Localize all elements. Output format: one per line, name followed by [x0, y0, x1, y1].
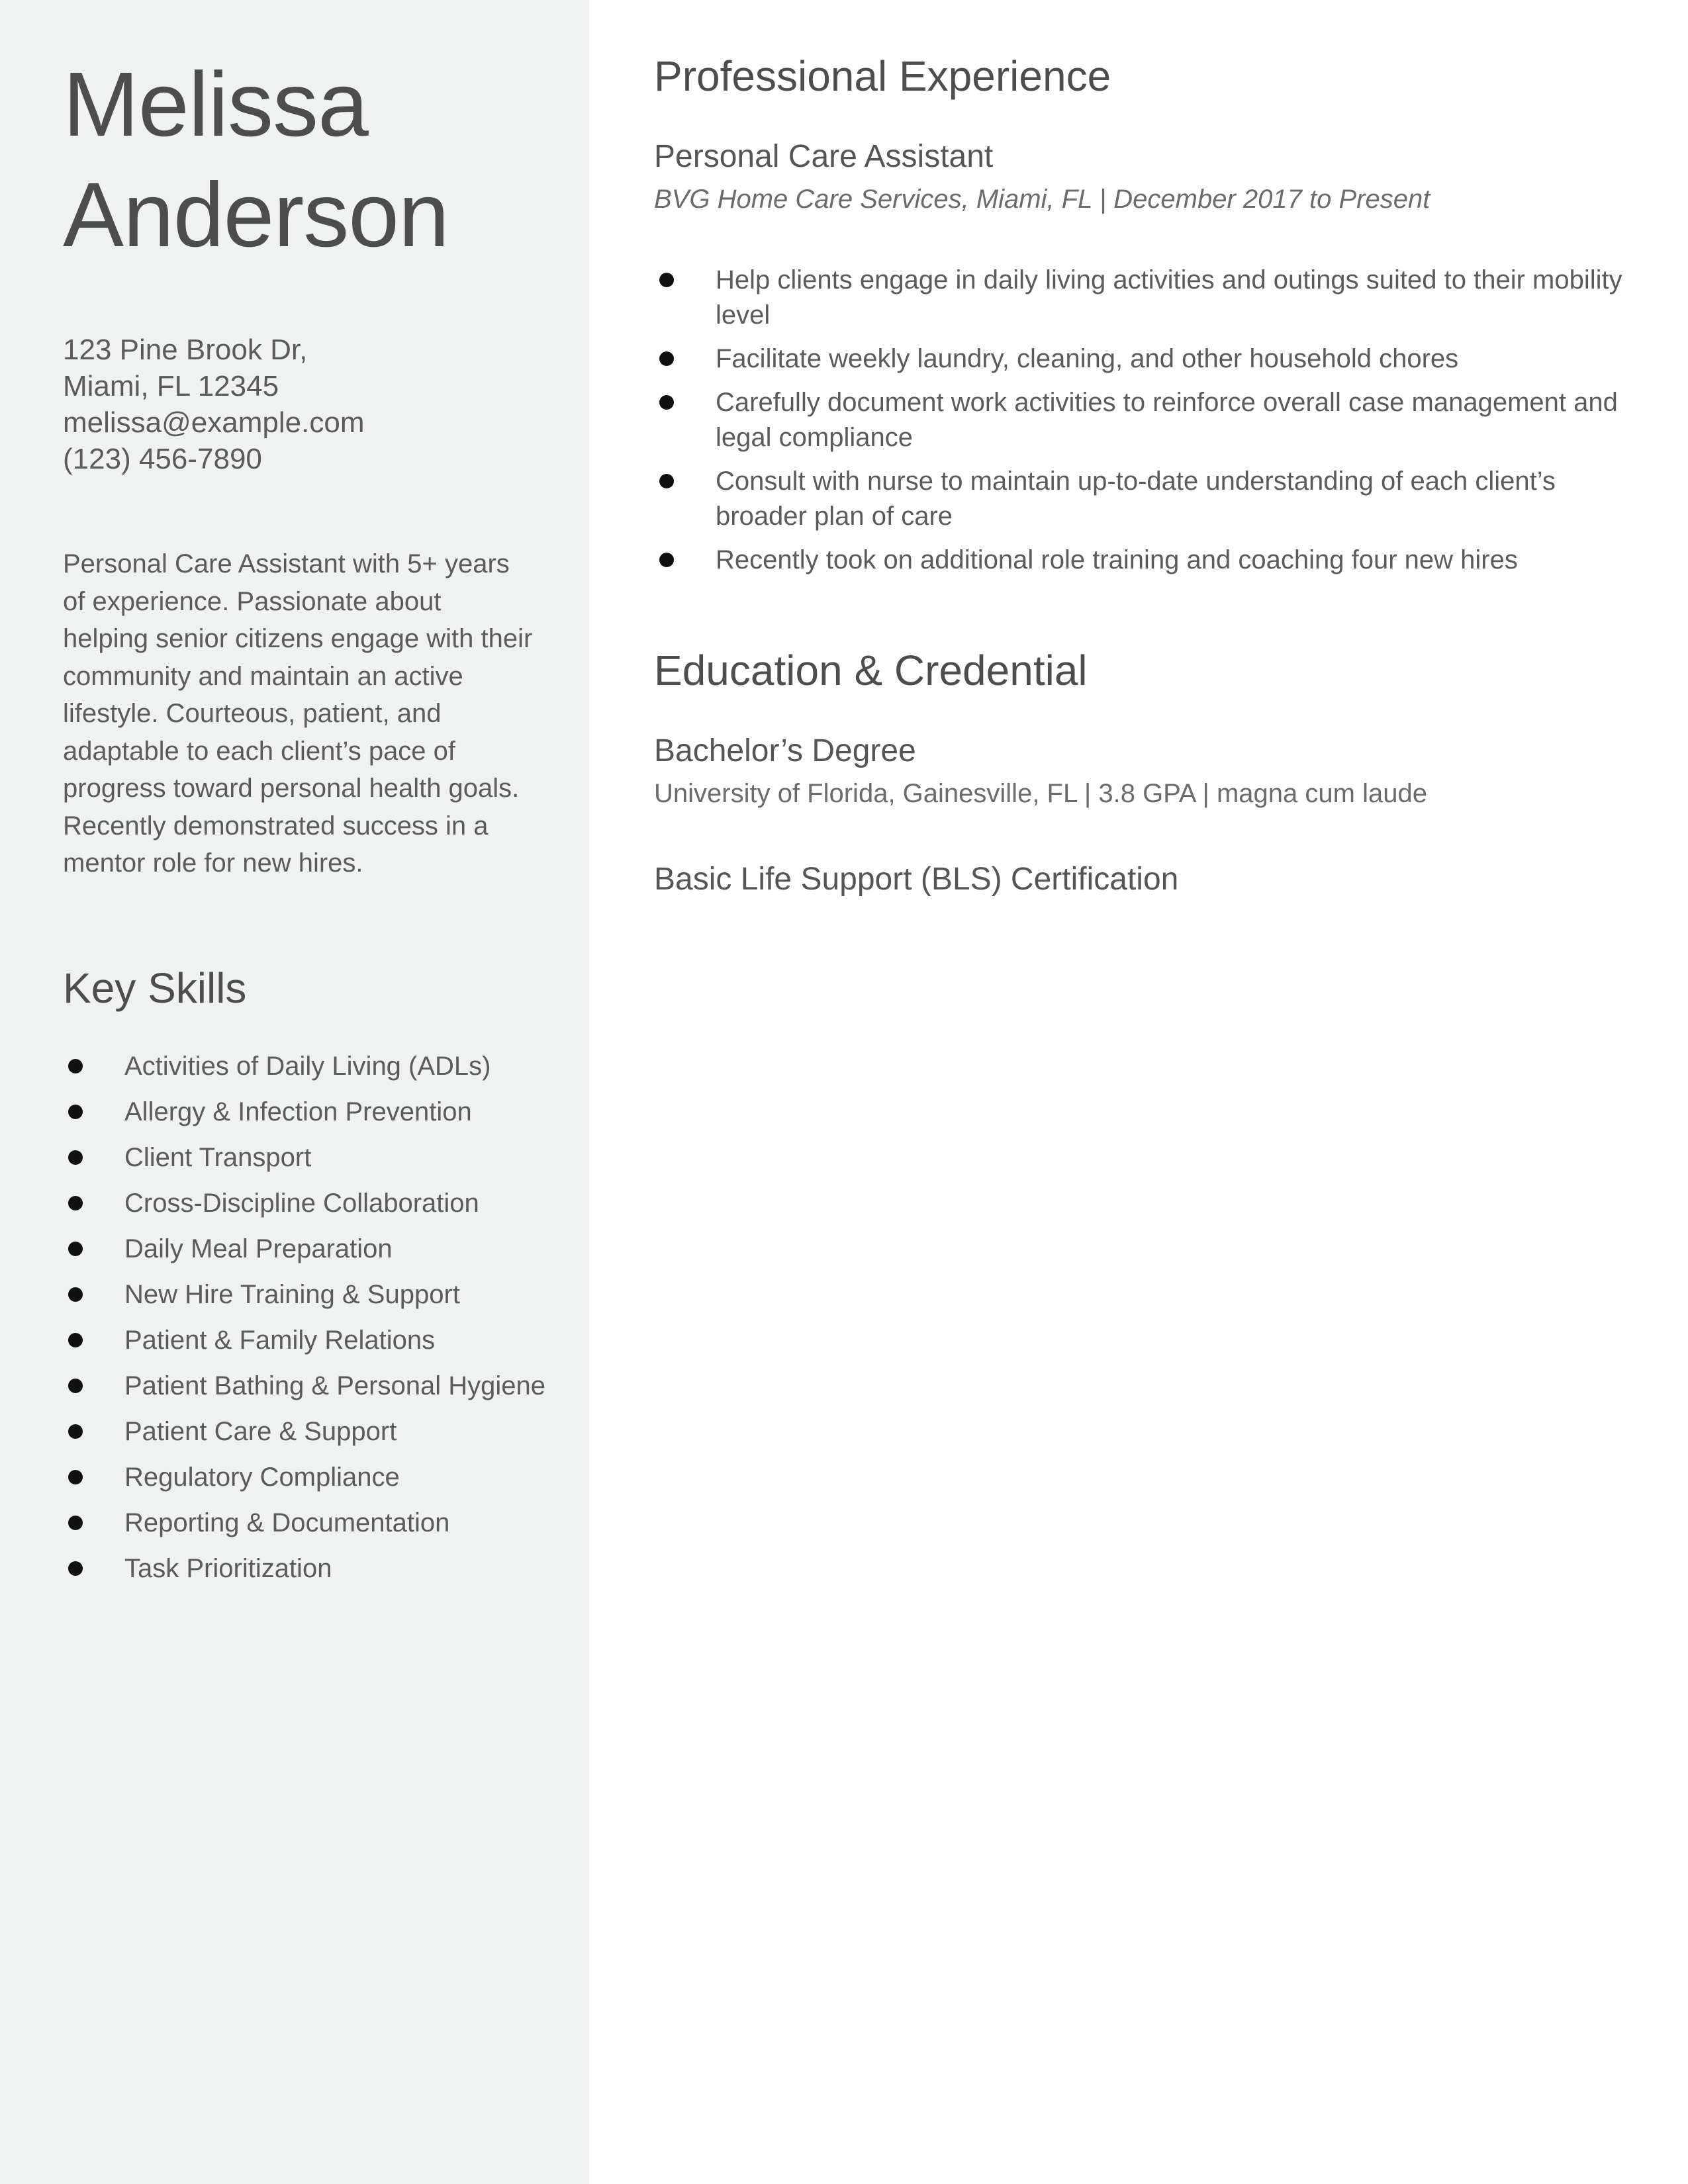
address-line2: Miami, FL 12345: [63, 370, 279, 402]
duty-text: Carefully document work activities to reinforce overall case management and legal compliance: [716, 388, 1618, 452]
skill-label: New Hire Training & Support: [124, 1279, 460, 1309]
bullet-icon: [68, 1059, 83, 1073]
bullet-icon: [68, 1424, 83, 1439]
skills-heading: Key Skills: [63, 964, 247, 1012]
profile-summary: Personal Care Assistant with 5+ years of experience. Passionate about helping senior citizens engage with their community and maintain an active lifestyle. Courteous, patient, and adaptable to each client’s pace of progress toward personal health goals. Recently demonstrated success in a mentor role for new hires.: [63, 549, 533, 878]
skill-item: [63, 1232, 556, 1267]
skill-item: [63, 1414, 556, 1449]
skill-item: [63, 1551, 556, 1586]
skill-item: [63, 1460, 556, 1495]
skill-item: [63, 1140, 556, 1175]
email: melissa@example.com: [63, 406, 365, 439]
bullet-icon: [68, 1379, 83, 1393]
contact-block: [63, 332, 556, 477]
sidebar: [0, 0, 589, 2184]
bullet-icon: [68, 1516, 83, 1530]
bullet-icon: [68, 1561, 83, 1576]
bullet-icon: [68, 1470, 83, 1484]
duty-item: [654, 263, 1647, 333]
skill-label: Client Transport: [124, 1142, 312, 1172]
skill-item: [63, 1186, 556, 1221]
skill-item: [63, 1049, 556, 1084]
duties-list: [654, 263, 1647, 578]
last-name: Anderson: [63, 164, 449, 266]
skill-label: Daily Meal Preparation: [124, 1234, 393, 1263]
bullet-icon: [68, 1242, 83, 1256]
main-content: [654, 50, 1647, 901]
skill-item: [63, 1506, 556, 1541]
skill-label: Activities of Daily Living (ADLs): [124, 1051, 491, 1081]
bullet-icon: [659, 351, 674, 366]
bullet-icon: [659, 474, 674, 488]
bullet-icon: [68, 1333, 83, 1347]
skill-label: Patient & Family Relations: [124, 1325, 436, 1355]
skill-item: [63, 1095, 556, 1130]
bullet-icon: [68, 1150, 83, 1165]
bullet-icon: [659, 553, 674, 567]
degree-meta: University of Florida, Gainesville, FL | 3.8 GPA | magna cum laude: [654, 779, 1427, 808]
bullet-icon: [68, 1196, 83, 1210]
duty-item: [654, 385, 1647, 455]
duty-item: [654, 341, 1647, 377]
phone: (123) 456-7890: [63, 443, 262, 475]
duty-text: Recently took on additional role training and coaching four new hires: [716, 545, 1518, 574]
skill-item: [63, 1369, 556, 1404]
bullet-icon: [659, 273, 674, 287]
duty-text: Help clients engage in daily living activities and outings suited to their mobility level: [716, 265, 1622, 330]
certification: Basic Life Support (BLS) Certification: [654, 862, 1179, 897]
job-meta: BVG Home Care Services, Miami, FL | December 2017 to Present: [654, 185, 1430, 214]
experience-heading: Professional Experience: [654, 52, 1111, 100]
first-name: Melissa: [63, 54, 368, 156]
skill-label: Patient Care & Support: [124, 1416, 397, 1446]
skill-label: Regulatory Compliance: [124, 1462, 400, 1492]
duty-item: [654, 464, 1647, 534]
address-line1: 123 Pine Brook Dr,: [63, 334, 308, 366]
degree: Bachelor’s Degree: [654, 733, 916, 768]
skill-label: Cross-Discipline Collaboration: [124, 1188, 479, 1218]
candidate-name: [63, 50, 556, 271]
bullet-icon: [68, 1105, 83, 1119]
skills-list: [63, 1049, 556, 1586]
skill-label: Allergy & Infection Prevention: [124, 1097, 472, 1126]
bullet-icon: [659, 395, 674, 410]
job-title: Personal Care Assistant: [654, 139, 994, 174]
skill-label: Reporting & Documentation: [124, 1508, 450, 1537]
education-heading: Education & Credential: [654, 647, 1088, 694]
duty-item: [654, 543, 1647, 578]
duty-text: Consult with nurse to maintain up-to-date understanding of each client’s broader plan of care: [716, 467, 1556, 531]
skill-label: Task Prioritization: [124, 1553, 332, 1583]
duty-text: Facilitate weekly laundry, cleaning, and other household chores: [716, 344, 1459, 373]
skill-item: [63, 1277, 556, 1312]
bullet-icon: [68, 1287, 83, 1302]
skill-item: [63, 1323, 556, 1358]
skill-label: Patient Bathing & Personal Hygiene: [124, 1371, 545, 1400]
